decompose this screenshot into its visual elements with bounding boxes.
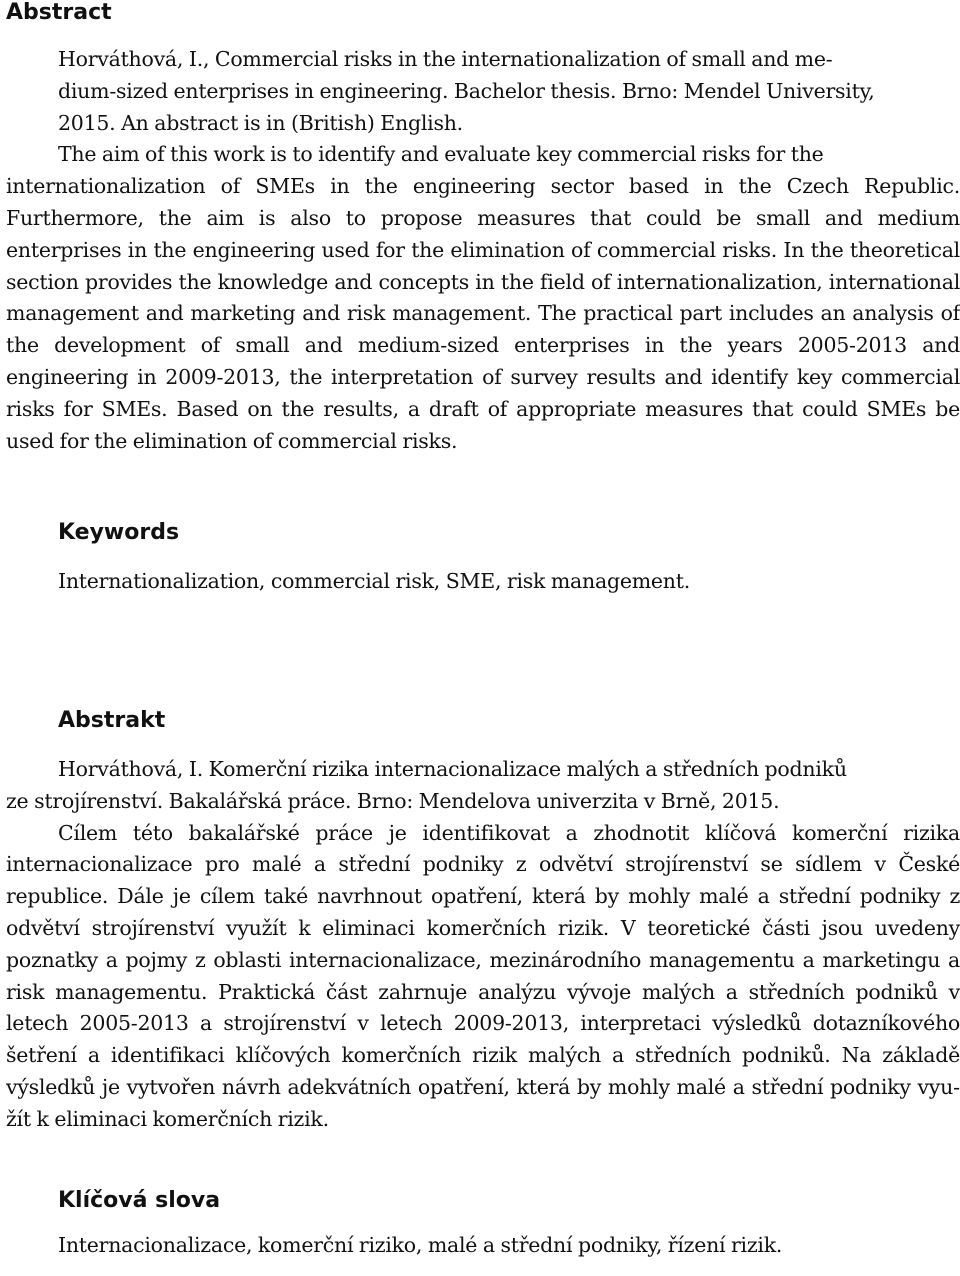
abstrakt-heading: Abstrakt <box>58 708 166 733</box>
abstrakt-citation-line: ze strojírenství. Bakalářská práce. Brno: Mendelova univerzita v Brně, 2015. <box>6 788 780 813</box>
keywords-heading: Keywords <box>58 520 180 545</box>
abstract-body-rest: internationalization of SMEs in the engineering sector based in the Czech Republic. Furthermore, the aim is also to propose measures that could be small and medium enterprises in the engineering used for the elimination of commercial risks. In the theoretical section provides the knowledge and concepts in the field of internationalization, international management and marketing and risk management. The practical part includes an analysis of the development of small and medium-sized enterprises in the years 2005-2013 and engineering in 2009-2013, the interpretation of survey results and identify key commercial risks for SMEs. Based on the results, a draft of appropriate measures that could SMEs be used for the elimination of commercial risks. <box>6 174 960 453</box>
abstract-body-text <box>6 139 960 457</box>
abstract-section <box>6 44 960 457</box>
klicova-slova-text: Internacionalizace, komerční riziko, malé a střední podniky, řízení rizik. <box>58 1233 783 1257</box>
abstrakt-body-text: Cílem této bakalářské práce je identifikovat a zhodnotit klíčová komerční rizika internacionalizace pro malé a střední podniky z odvětví strojírenství se sídlem v České republice. Dále je cílem také navrhnout opatření, která by mohly malé a střední podniky z odvětví strojírenství využít k eliminaci komerčních rizik. V teoretické části jsou uvedeny poznatky a pojmy z oblasti internacionalizace, mezinárodního managementu a marketingu a risk managementu. Praktická část zahrnuje analýzu vývoje malých a středních podniků v letech 2005-2013 a strojírenství v letech 2009-2013, interpretaci výsledků dotazníkového šetření a identifikaci klíčových komerčních rizik malých a středních podniků. Na základě výsledků je vytvořen návrh adekvátních opatření, která by mohly malé a střední podniky využít k eliminaci komerčních rizik. <box>6 820 960 1131</box>
abstrakt-citation <box>6 754 960 818</box>
abstrakt-citation-line: Horváthová, I. Komerční rizika internacionalizace malých a středních podniků <box>58 757 847 781</box>
abstract-citation <box>6 44 960 139</box>
klicova-slova-heading: Klíčová slova <box>58 1188 221 1213</box>
abstract-citation-line: 2015. An abstract is in (British) English. <box>58 110 463 135</box>
abstract-citation-line: dium-sized enterprises in engineering. Bachelor thesis. Brno: Mendel University, <box>58 78 875 103</box>
keywords-text: Internationalization, commercial risk, SME, risk management. <box>58 569 690 593</box>
abstract-heading: Abstract <box>6 0 112 25</box>
abstract-citation-line: Horváthová, I., Commercial risks in the internationalization of small and me- <box>58 47 833 71</box>
abstract-body-first-line: The aim of this work is to identify and evaluate key commercial risks for the <box>58 142 824 167</box>
abstrakt-section <box>6 754 960 1136</box>
